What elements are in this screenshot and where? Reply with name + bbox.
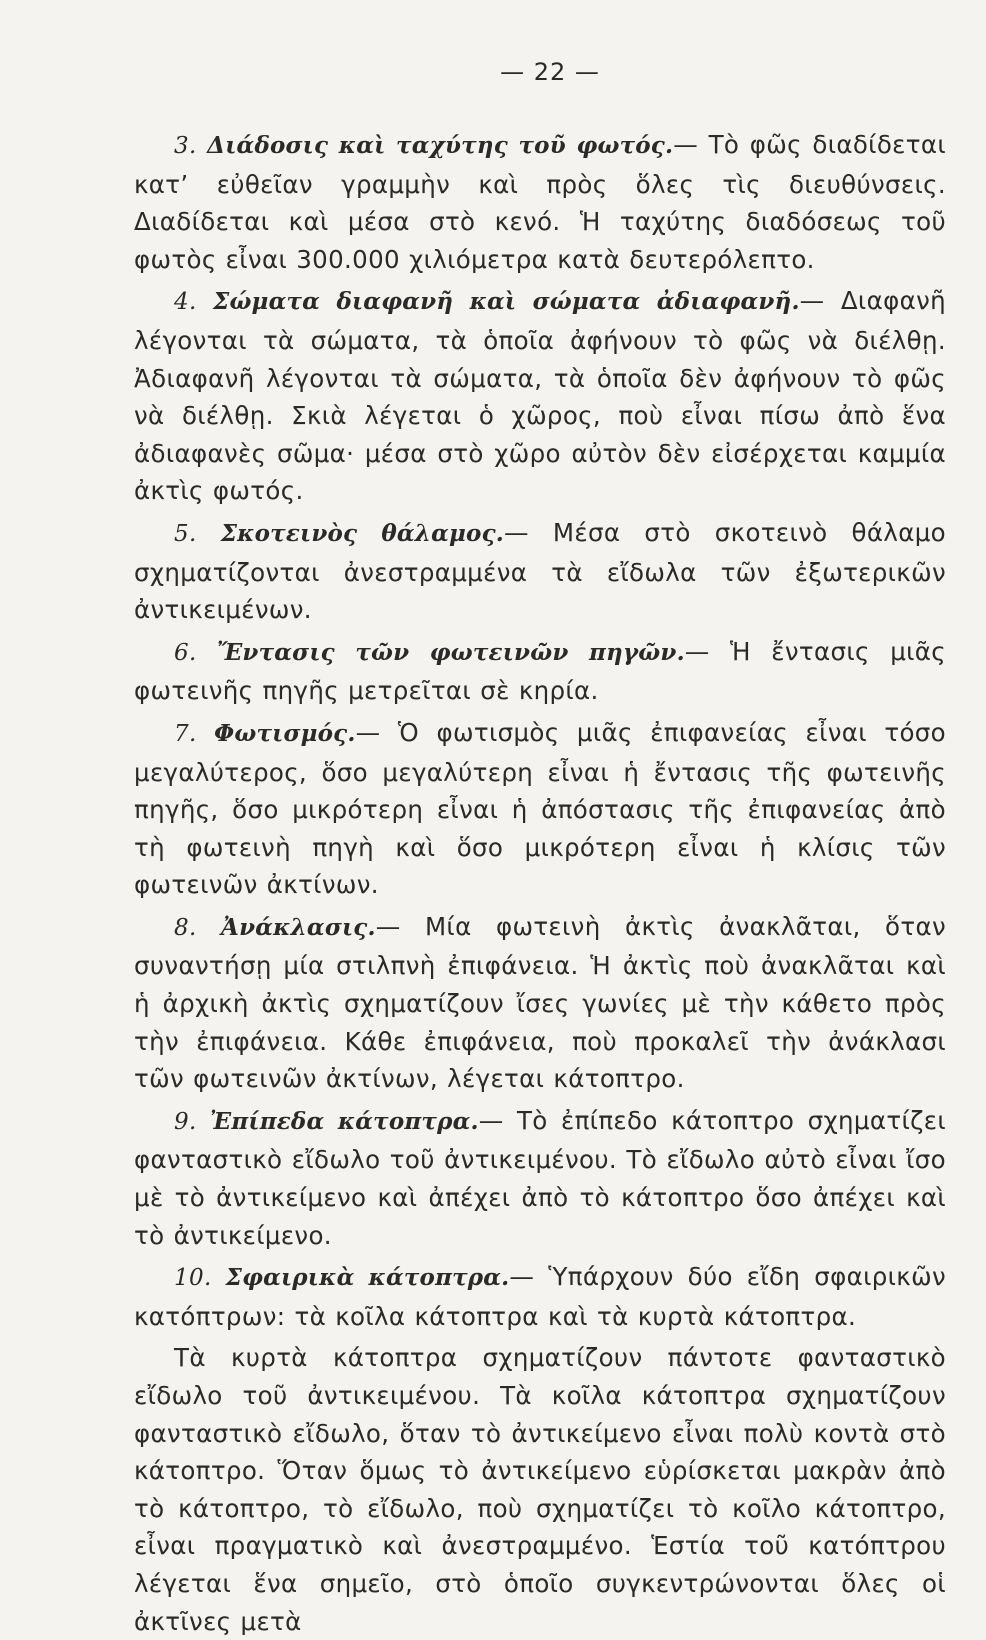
section-title: Φωτισμός.: [214, 719, 356, 747]
section-8: [134, 908, 946, 1098]
final-paragraph: Τὰ κυρτὰ κάτοπτρα σχηματίζουν πάντοτε φανταστικὸ εἴδωλο τοῦ ἀντικειμένου. Τὰ κοῖλα κάτοπτρα σχηματίζουν φανταστικὸ εἴδωλο, ὅταν τὸ ἀντικείμενο εἶναι πολὺ κοντὰ στὸ κάτοπτρο. Ὅταν ὅμως τὸ ἀντικείμενο εὑρίσκεται μακρὰν ἀπὸ τὸ κάτοπτρο, τὸ εἴδωλο, ποὺ σχηματίζει τὸ κοῖλο κάτοπτρο, εἶναι πραγματικὸ καὶ ἀνεστραμμένο. Ἑστία τοῦ κατόπτρου λέγεται ἕνα σημεῖο, στὸ ὁποῖο συγκεντρώνονται ὅλες οἱ ἀκτῖνες μετὰ: [134, 1343, 946, 1636]
section-title: Ἔντασις τῶν φωτεινῶν πηγῶν.: [217, 638, 685, 666]
section-number: 4.: [174, 289, 197, 316]
section-7: [134, 714, 946, 904]
section-10: [134, 1258, 946, 1335]
page-number: — 22 —: [500, 58, 600, 86]
section-4: [134, 282, 946, 510]
section-3: [134, 126, 946, 278]
section-text: — Μέσα στὸ σκοτεινὸ θάλαμο σχηματίζονται ἀνεστραμμένα τὰ εἴδωλα τῶν ἐξωτερικῶν ἀντικειμένων.: [134, 517, 946, 625]
section-title: Σώματα διαφανῆ καὶ σώματα ἀδιαφανῆ.: [212, 288, 800, 316]
section-title: Ἀνάκλασις.: [221, 913, 376, 941]
section-number: 9.: [174, 1108, 197, 1135]
section-number: 10.: [174, 1265, 212, 1292]
section-number: 5.: [174, 520, 197, 547]
section-text: — Ὑπάρχουν δύο εἴδη σφαιρικῶν κατόπτρων: τὰ κοῖλα κάτοπτρα καὶ τὰ κυρτὰ κάτοπτρα.: [134, 1262, 946, 1331]
section-text: — Μία φωτεινὴ ἀκτὶς ἀνακλᾶται, ὅταν συναντήσῃ μία στιλπνὴ ἐπιφάνεια. Ἡ ἀκτὶς ποὺ ἀνακλᾶται καὶ ἡ ἀρχικὴ ἀκτὶς σχηματίζουν ἴσες γωνίες μὲ τὴν κάθετο πρὸς τὴν ἐπιφάνεια. Κάθε ἐπιφάνεια, ποὺ προκαλεῖ τὴν ἀνάκλασι τῶν φωτεινῶν ἀκτίνων, λέγεται κάτοπτρο.: [134, 911, 946, 1094]
section-title: Διάδοσις καὶ ταχύτης τοῦ φωτός.: [207, 132, 674, 159]
section-5: [134, 514, 946, 629]
section-text: — Διαφανῆ λέγονται τὰ σώματα, τὰ ὁποῖα ἀφήνουν τὸ φῶς νὰ διέλθῃ. Ἀδιαφανῆ λέγονται τὰ σώματα, τὰ ὁποῖα δὲν ἀφήνουν τὸ φῶς νὰ διέλθῃ. Σκιὰ λέγεται ὁ χῶρος, ποὺ εἶναι πίσω ἀπὸ ἕνα ἀδιαφανὲς σῶμα· μέσα στὸ χῶρο αὐτὸν δὲν εἰσέρχεται καμμία ἀκτὶς φωτός.: [134, 286, 946, 506]
section-text: — Ὁ φωτισμὸς μιᾶς ἐπιφανείας εἶναι τόσο μεγαλύτερος, ὅσο μεγαλύτερη εἶναι ἡ ἔντασις τῆς φωτεινῆς πηγῆς, ὅσο μικρότερη εἶναι ἡ ἀπόστασις τῆς ἐπιφανείας ἀπὸ τὴ φωτεινὴ πηγὴ καὶ ὅσο μικρότερη εἶναι ἡ κλίσις τῶν φωτεινῶν ἀκτίνων.: [134, 717, 946, 900]
section-number: 6.: [174, 639, 197, 666]
section-title: Σκοτεινὸς θάλαμος.: [220, 519, 505, 547]
section-9: [134, 1102, 946, 1254]
section-text: — Τὸ ἐπίπεδο κάτοπτρο σχηματίζει φανταστικὸ εἴδωλο τοῦ ἀντικειμένου. Τὸ εἴδωλο αὐτὸ εἶναι ἴσο μὲ τὸ ἀντικείμενο καὶ ἀπέχει ἀπὸ τὸ κάτοπτρο ὅσο ἀπέχει καὶ τὸ ἀντικείμενο.: [134, 1105, 946, 1250]
section-6: [134, 633, 946, 710]
section-text: — Τὸ φῶς διαδίδεται κατ’ εὐθεῖαν γραμμὴν καὶ πρὸς ὅλες τὶς διευθύνσεις. Διαδίδεται καὶ μέσα στὸ κενό. Ἡ ταχύτης διαδόσεως τοῦ φωτὸς εἶναι 300.000 χιλιόμετρα κατὰ δευτερόλεπτο.: [134, 130, 946, 274]
section-text: — Ἡ ἔντασις μιᾶς φωτεινῆς πηγῆς μετρεῖται σὲ κηρία.: [134, 636, 946, 706]
section-number: 7.: [174, 720, 197, 747]
section-number: 8.: [174, 914, 197, 941]
section-number: 3.: [174, 133, 197, 159]
section-title: Ἐπίπεδα κάτοπτρα.: [210, 1107, 479, 1135]
section-title: Σφαιρικὰ κάτοπτρα.: [225, 1264, 510, 1292]
